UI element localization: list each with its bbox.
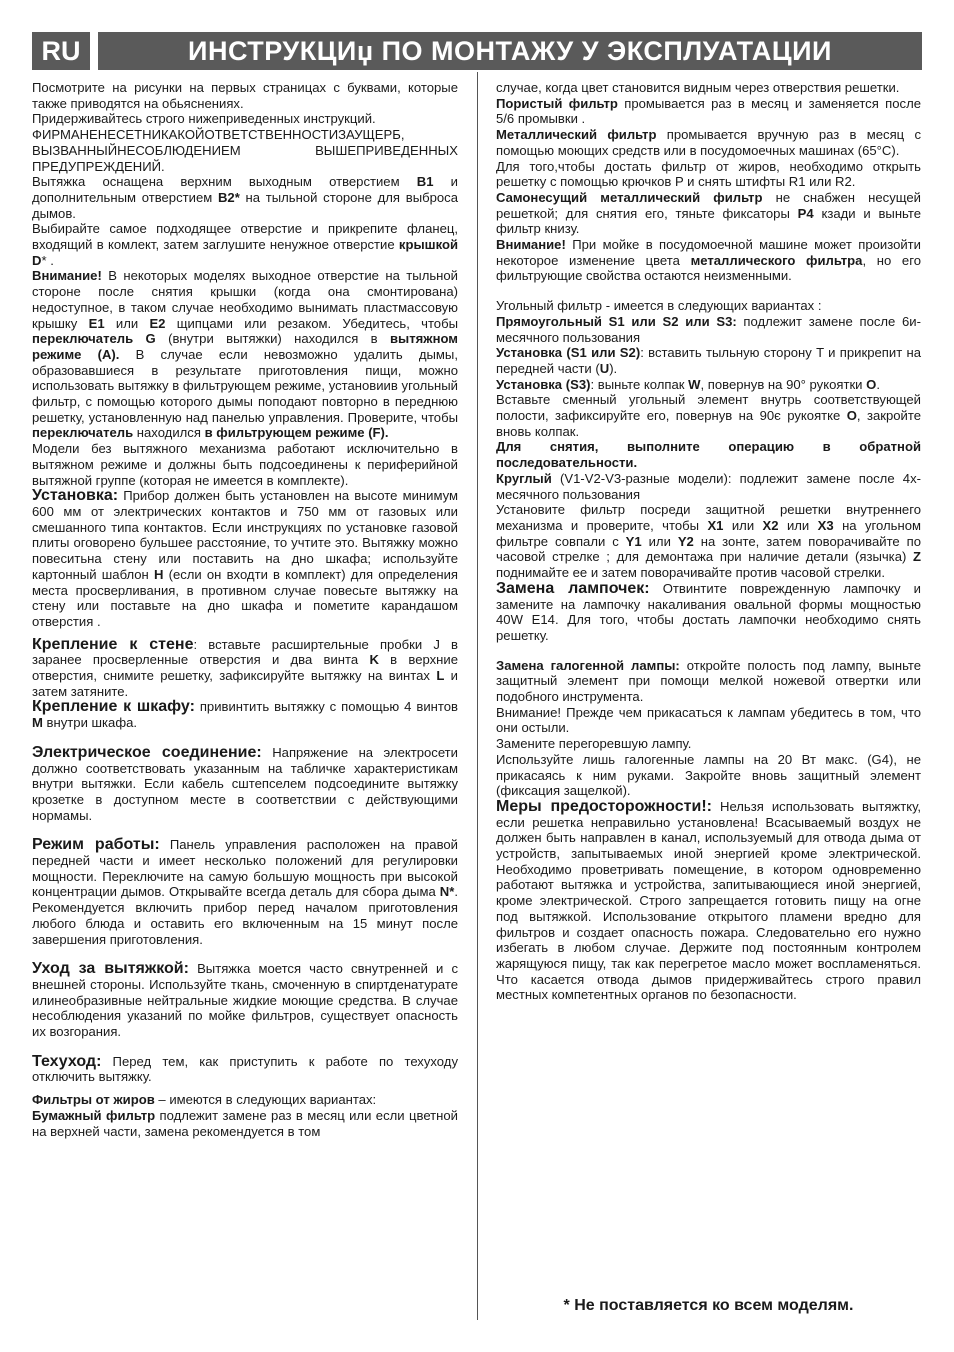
intro-paragraph: Посмотрите на рисунки на первых страницах с буквами, которые также приводятся на обьяснениях. <box>32 80 458 111</box>
care-section: Уход за вытяжкой: Вытяжка моется часто свнутренней и с внешней стороны. Используйте ткань, смоченную в спиртденатурате илинеобразивные нейтральные жидкие моющие средства. В случае несоблюдения указаний по мойке фильтров, существует опасность их возгорания. <box>32 960 458 1040</box>
page-header <box>32 32 922 70</box>
reverse-operation-note: Для снятия, выполните операцию в обратной последовательности. <box>496 439 921 471</box>
safety-section: Меры предосторожности!: Нельзя использовать вытяжтку, если решетка неправильно установлена! Всасываемый воздух не должен быть направлен в канал, используемый для отвода дыма от устройств, запытываемых иной энергией кроме электрической. Необходимо проветривать помещение, в котором одновременно работают вытяжка и устройства, запитывающиеся иной энергией, кроме электрической. Строго запрещается готовить пищу на огне под вытяжкой. Использование открытого пламени вредно для фильтров и создает опасность пожара. Следовательно его нужно избегать в любом случае. Держите под постоянным контролем жарящуюся пищу, так как перегретое масло может воспламеняться. Что касается отвода дымов придерживайтесь строго правил местных компетентных органов по безопасности. <box>496 797 921 1003</box>
right-column <box>496 80 921 1003</box>
insert-element-paragraph: Вставьте сменный угольный элемент внутрь соответствующей полости, зафиксируйте его, повернув на 90є рукоятке O, закройте вновь колпак. <box>496 392 921 439</box>
electrical-heading: Электрическое соединение: <box>32 743 262 761</box>
maintenance-heading: Техуход: <box>32 1052 102 1070</box>
round-filter-paragraph: Круглый (V1-V2-V3-разные модели): подлежит замене после 4х-месячного пользования <box>496 470 921 502</box>
self-supporting-filter-paragraph: Самонесущий металлический фильтр не снабжен несущей решеткой; для снятия его, тяньте фиксаторы P4 кзади и выньте фильтр книзу. <box>496 189 921 237</box>
operation-section: Режим работы: Панель управления расположен на правой передней части и имеет несколько положений для регулировки мощности. Переключите на самую большую мощность при высокой концентрации дымов. Открывайте всегда деталь для сбора дыма N*. Рекомендуется включить прибор перед началом приготовления любого блюда и оставить его включенным на 15 минут после завершения приготовления. <box>32 836 458 947</box>
round-filter-install-paragraph: Установите фильтр посреди защитной решетки внутреннего механизма и проверите, чтобы X1 или X2 или X3 на угольном фильтре совпали с Y1 или Y2 на зонте, затем поворачивайте по часовой стрелке ; для демонтажа при наличие детали (язычка) Z поднимайте ее и затем поворачивайте против часовой стрелки. <box>496 502 922 581</box>
porous-filter-paragraph: Пористый фильтр промывается раз в месяц и заменяется после 5/6 промывки . <box>496 95 922 127</box>
footnote: * Не поставляется ко всем моделям. <box>563 1297 854 1314</box>
install-s3-paragraph: Установка (S3): выньте колпак W, повернув на 90° рукоятки O. <box>496 376 880 392</box>
page-title: ИНСТРУКЦИџ ПО МОНТАЖУ У ЭКСПЛУАТАЦИИ <box>98 32 922 70</box>
cabinet-mount-section: Крепление к шкафу: привинтить вытяжку с помощью 4 винтов M внутри шкафа. <box>32 698 458 731</box>
wall-mount-heading: Крепление к стене <box>32 635 194 653</box>
wall-mount-section: Крепление к стене: вставьте расширтельные пробки J в заранее просверленные отверстия и два винта K в верхние отверстия, снимите решетку, зафиксируйте вытяжку на винтах L и затем затяните. <box>32 635 458 699</box>
install-s1-s2-paragraph: Установка (S1 или S2): вставить тыльную сторону T и прикрепит на передней части (U). <box>496 345 922 376</box>
operation-heading: Режим работы: <box>32 836 160 854</box>
paper-filter-paragraph: Бумажный фильтр подлежит замене раз в месяц или если цветной на верхней части, замена рекомендуется в том <box>32 1107 458 1139</box>
safety-heading: Меры предосторожности!: <box>496 797 712 815</box>
filter-removal-paragraph: Для того,чтобы достать фильтр от жиров, необходимо открыть решетку с помощью крючков P и снять штифты R1 или R2. <box>496 158 921 190</box>
attention-paragraph: Внимание! В некоторых моделях выходное отверстие на тыльной стороне после снятия крышки (когда она смонтирована) недоступное, в таком случае необходимо вынимать пластмассовую крышку E1 или E2 щипцами или резаком. Убедитесь, чтобы переключатель G (внутри вытяжки) находился в вытяжном режиме (A). В случае если невозможно удалить дымы, образовавшиеся в результате приготовления пищи, можно использовать вытяжку в фильтрующем режиме, установиив угольный фильтр, с помощью которого дымы поподают повторно в переднюю решетку, установленную над панелью управления. Проверите, чтобы переключатель находился в фильтрующем режиме (F). <box>32 268 458 441</box>
metal-filter-paragraph: Металлический фильтр промывается вручную раз в месяц с помощью моющих средств или в посудомоечных машинах (65°С). <box>496 127 921 158</box>
halogen-usage: Используйте лишь галогенные лампы на 20 Вт макс. (G4), не прикасаясь к ним руками. Закройте вновь защитный элемент (фиксация защелкой). <box>496 751 921 799</box>
outlet-choice-paragraph: Выбирайте самое подходящее отверстие и прикрепите фланец, входящий в комлект, затем заглушите ненужное отверстие крышкой D* . <box>32 221 458 268</box>
liability-warning: ФИРМАНЕНЕСЕТНИКАКОЙОТВЕТСТВЕННОСТИЗАУЩЕРБ, ВЫЗВАННЫЙНЕСОБЛЮДЕНИЕМ ВЫШЕПРИВЕДЕННЫХ ПРЕДУПРЕЖДЕНИЙ. <box>32 127 458 174</box>
outlet-paragraph: Вытяжка оснащена верхним выходным отверстием B1 и дополнительным отверстием B2* на тыльной стороне для выброса дымов. <box>32 174 458 221</box>
dishwasher-attention-paragraph: Внимание! При мойке в посудомоечной машине может произойти некоторое изменение цвета металлического фильтра, но его фильтрующие свойства остаются неизменными. <box>496 237 921 284</box>
maintenance-section: Техуход: Перед тем, как приступить к работе по техуходу отключить вытяжку. <box>32 1052 458 1085</box>
grease-filters-intro: Фильтры от жиров – имеются в следующих вариантах: <box>32 1092 377 1108</box>
language-badge: RU <box>32 32 90 70</box>
left-column <box>32 80 458 1139</box>
cabinet-mount-heading: Крепление к шкафу: <box>32 698 195 716</box>
paper-filter-continued: случае, когда цвет становится видным через отверствия решетки. <box>496 80 900 95</box>
lamp-replacement-heading: Замена лампочек: <box>496 579 650 597</box>
care-heading: Уход за вытяжкой: <box>32 960 189 978</box>
halogen-attention: Внимание! Прежде чем прикасаться к лампам убедитесь в том, что они остыли. <box>496 704 921 736</box>
column-divider <box>477 72 478 1320</box>
lamp-replacement-section: Замена лампочек: Отвинтите поврежденную лампочку и замените на лампочку накаливания овальной формы мощностью 40W E14. Для того, чтобы достать лампочки необходимо снять решетку. <box>496 579 921 643</box>
halogen-replace: Замените перегоревшую лампу. <box>496 736 692 752</box>
instructions-note: Придерживайтесь строго нижеприведенных инструкций. <box>32 111 376 127</box>
no-motor-paragraph: Модели без вытяжного механизма работают исключительно в вытяжном режиме и должны быть подсоединены к периферийной вытяжной группе (которая не имеется в комплекте). <box>32 441 458 488</box>
rectangular-filter-paragraph: Прямоугольный S1 или S2 или S3: подлежит замене после 6и-месячного пользования <box>496 313 921 345</box>
installation-section: Установка: Прибор должен быть установлен на высоте минимум 600 мм от электрических контактов и 750 мм от газовых или смешанного типа контактов. Если инструкциях по установке газовой плиты оговорено бульшее расстояние, то учтите это. Вытяжку можно повеситьна стену или поставить на дно шкафа; используйте картонный шаблон H (если он входти в комплект) для определения места просверливания, в противном случае повесьте вытяжку на стену или поставьте на дно шкафа и пометите карандашом отверстия . <box>32 487 458 629</box>
installation-heading: Установка: <box>32 487 119 505</box>
halogen-lamp-paragraph: Замена галогенной лампы: откройте полость под лампу, выньте защитный элемент при помощи мелкой ножевой отвертки или подобного инструмента. <box>496 657 921 705</box>
carbon-filter-intro: Угольный фильтр - имеется в следующих вариантах : <box>496 298 822 314</box>
electrical-section: Электрическое соединение: Напряжение на электросети должно соответствовать указанным на табличке характеристикам внутри вытяжки. Если кабель сштепселем подсоедините вытяжку крозетке в доступном месте в соответствии с действующими нормамы. <box>32 743 458 823</box>
